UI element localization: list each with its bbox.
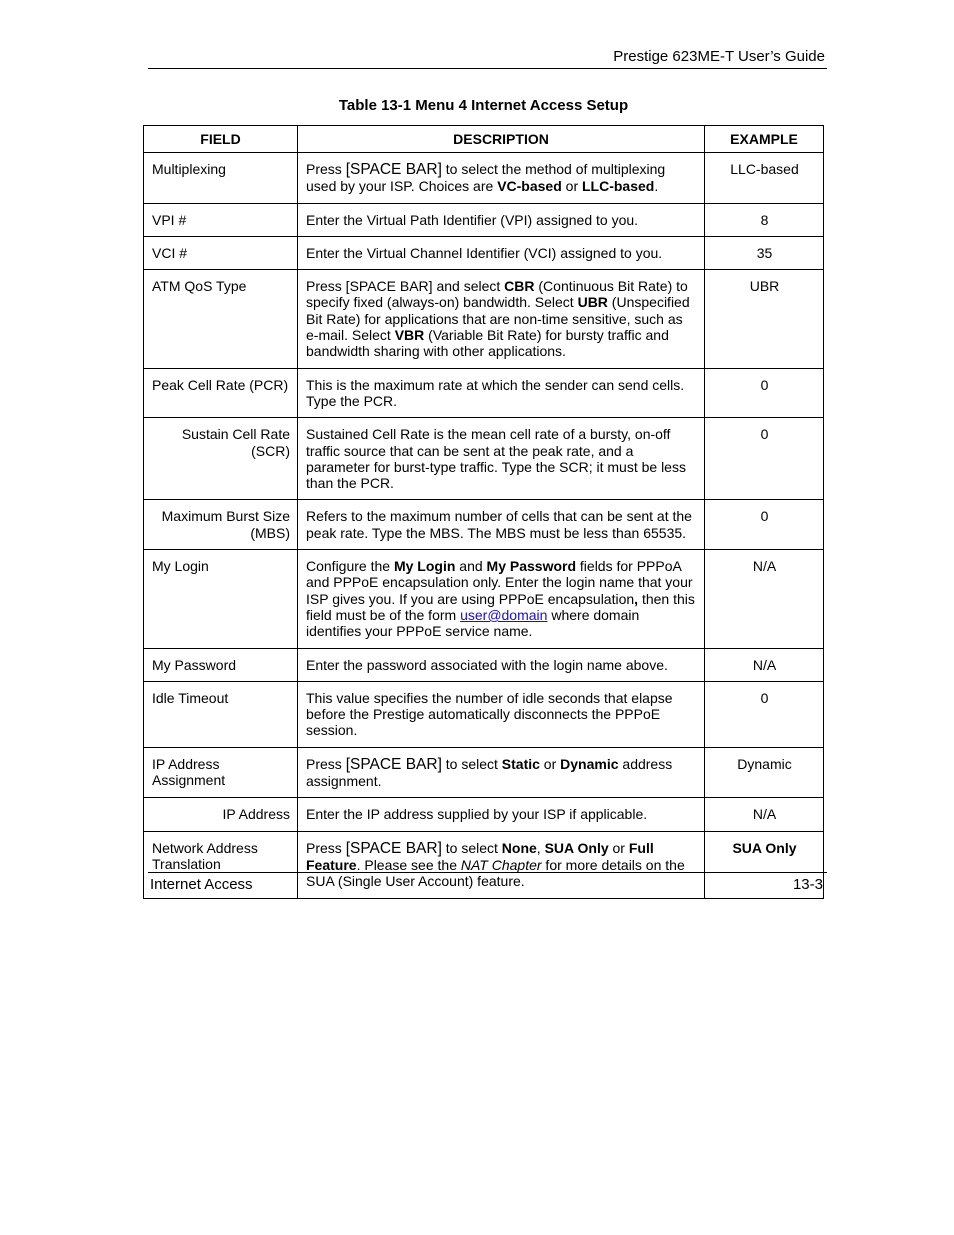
description-cell: Sustained Cell Rate is the mean cell rate of a bursty, on-off traffic source that can be sent at the peak rate, and a parameter for burst-type traffic. Type the SCR; it must be less than the PCR. [298,418,705,500]
table-row [144,550,824,648]
page-number: 13-3 [792,876,823,893]
table-row [144,418,824,500]
field-cell: Network Address Translation [144,831,298,898]
description-cell: Press [SPACE BAR] to select the method of multiplexing used by your ISP. Choices are VC-based or LLC-based. [298,153,705,204]
example-cell: LLC-based [705,153,824,204]
description-cell: Press [SPACE BAR] to select Static or Dynamic address assignment. [298,747,705,798]
example-cell: Dynamic [705,747,824,798]
table-caption: Table 13-1 Menu 4 Internet Access Setup [338,97,629,114]
example-cell: N/A [705,550,824,648]
table-row [144,236,824,269]
page-header [148,47,827,69]
table-row [144,681,824,747]
example-cell: 0 [705,418,824,500]
field-cell: My Login [144,550,298,648]
field-cell: Idle Timeout [144,681,298,747]
table-row [144,798,824,831]
example-cell: 0 [705,681,824,747]
example-cell: SUA Only [705,831,824,898]
example-cell: UBR [705,270,824,368]
table-row [144,153,824,204]
field-cell: My Password [144,648,298,681]
example-cell: 35 [705,236,824,269]
column-header-example: EXAMPLE [705,126,824,153]
column-header-field: FIELD [144,126,298,153]
example-cell: 0 [705,500,824,550]
field-cell: Peak Cell Rate (PCR) [144,368,298,418]
description-cell: This is the maximum rate at which the sender can send cells. Type the PCR. [298,368,705,418]
description-cell: Refers to the maximum number of cells that can be sent at the peak rate. Type the MBS. The MBS must be less than 65535. [298,500,705,550]
chapter-name: Internet Access [150,876,253,893]
example-cell: 8 [705,203,824,236]
description-cell: This value specifies the number of idle seconds that elapse before the Prestige automatically disconnects the PPPoE session. [298,681,705,747]
field-cell: Sustain Cell Rate (SCR) [144,418,298,500]
table-row [144,747,824,798]
description-cell: Enter the password associated with the login name above. [298,648,705,681]
table-row [144,648,824,681]
description-cell: Configure the My Login and My Password fields for PPPoA and PPPoE encapsulation only. Enter the login name that your ISP gives you. If you are using PPPoE encapsulation, then this field must be of the form user@domain where domain identifies your PPPoE service name. [298,550,705,648]
internet-access-table [143,125,824,899]
table-row [144,368,824,418]
field-cell: Maximum Burst Size (MBS) [144,500,298,550]
field-cell: VPI # [144,203,298,236]
field-cell: IP Address Assignment [144,747,298,798]
table-row [144,500,824,550]
description-cell: Press [SPACE BAR] to select None, SUA Only or Full Feature. Please see the NAT Chapter for more details on the SUA (Single User Account) feature. [298,831,705,898]
guide-title: Prestige 623ME-T User’s Guide [613,48,825,65]
description-cell: Enter the IP address supplied by your ISP if applicable. [298,798,705,831]
page-footer [148,872,827,893]
column-header-description: DESCRIPTION [298,126,705,153]
description-cell: Enter the Virtual Channel Identifier (VCI) assigned to you. [298,236,705,269]
field-cell: Multiplexing [144,153,298,204]
field-cell: IP Address [144,798,298,831]
example-cell: 0 [705,368,824,418]
table-header-row [144,126,824,153]
description-cell: Enter the Virtual Path Identifier (VPI) assigned to you. [298,203,705,236]
field-cell: VCI # [144,236,298,269]
description-cell: Press [SPACE BAR] and select CBR (Continuous Bit Rate) to specify fixed (always-on) bandwidth. Select UBR (Unspecified Bit Rate) for applications that are non-time sensitive, such as e-mail. Select VBR (Variable Bit Rate) for bursty traffic and bandwidth sharing with other applications. [298,270,705,368]
example-cell: N/A [705,648,824,681]
table-row [144,270,824,368]
example-cell: N/A [705,798,824,831]
field-cell: ATM QoS Type [144,270,298,368]
table-row [144,203,824,236]
user-domain-link[interactable]: user@domain [460,606,548,623]
